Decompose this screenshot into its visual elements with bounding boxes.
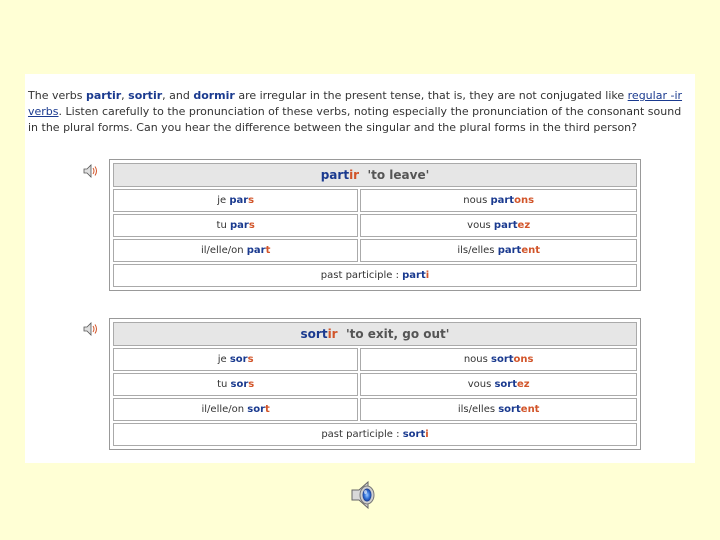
ending: s xyxy=(248,379,255,390)
conj-cell xyxy=(113,373,358,396)
ending: t xyxy=(265,245,271,256)
intro-text: The verbs xyxy=(28,89,86,102)
conj-cell xyxy=(360,239,637,262)
conj-cell xyxy=(360,398,637,421)
stem: part xyxy=(493,220,518,231)
big-speaker-icon[interactable] xyxy=(349,479,381,511)
past-participle-cell xyxy=(113,264,637,287)
pronoun: ils/elles xyxy=(457,245,498,256)
stem: sor xyxy=(230,379,249,390)
header-gloss: 'to leave' xyxy=(367,168,430,182)
verb-sortir: sortir xyxy=(128,89,163,102)
ending: s xyxy=(247,354,254,365)
pronoun: je xyxy=(217,354,230,365)
past-participle-cell xyxy=(113,423,637,446)
verb-partir: partir xyxy=(85,89,122,102)
pronoun: ils/elles xyxy=(457,404,499,415)
conj-cell xyxy=(360,214,637,237)
conj-cell xyxy=(113,189,358,212)
speaker-icon[interactable] xyxy=(83,322,99,336)
stem: sort xyxy=(402,429,426,440)
ending: i xyxy=(425,429,429,440)
ending: ent xyxy=(521,245,541,256)
intro-text: . Listen carefully to the pronunciation of these verbs, noting especially the pronunciation of the consonant sound in the plural forms. Can you hear the difference between the singular and the plural forms in the third person? xyxy=(28,105,682,134)
conj-cell xyxy=(113,348,358,371)
stem: sort xyxy=(498,404,521,415)
partir-table-header xyxy=(113,163,637,187)
intro-text: , and xyxy=(162,89,194,102)
conj-cell xyxy=(360,348,637,371)
header-stem: part xyxy=(320,168,350,182)
stem: sort xyxy=(491,354,514,365)
ending: ent xyxy=(520,404,540,415)
partir-conjugation-table xyxy=(109,159,641,291)
ending: ez xyxy=(517,220,531,231)
pronoun: nous xyxy=(463,195,491,206)
ending: i xyxy=(425,270,430,281)
pp-label: past participle : xyxy=(320,270,403,281)
header-gloss: 'to exit, go out' xyxy=(345,327,450,341)
conj-cell xyxy=(360,189,637,212)
header-ending: ir xyxy=(327,327,338,341)
sortir-table-header xyxy=(113,322,637,346)
sortir-conjugation-table xyxy=(109,318,641,450)
conj-cell xyxy=(113,398,358,421)
ending: ez xyxy=(517,379,530,390)
stem: sort xyxy=(494,379,518,390)
speaker-icon[interactable] xyxy=(83,164,99,178)
stem: part xyxy=(402,270,426,281)
stem: par xyxy=(246,245,266,256)
intro-text: , xyxy=(121,89,129,102)
conj-cell xyxy=(113,214,358,237)
ending: s xyxy=(248,220,255,231)
pronoun: tu xyxy=(216,220,230,231)
regular-ir-verbs-link[interactable]: regular -ir verbs xyxy=(28,89,683,118)
header-ending: ir xyxy=(349,168,360,182)
stem: part xyxy=(490,195,515,206)
intro-paragraph xyxy=(28,88,688,136)
pronoun: vous xyxy=(467,220,494,231)
pronoun: vous xyxy=(467,379,495,390)
pronoun: nous xyxy=(463,354,491,365)
ending: s xyxy=(248,195,255,206)
stem: sor xyxy=(247,404,266,415)
conj-cell xyxy=(113,239,358,262)
stem: sor xyxy=(229,354,248,365)
pp-label: past participle : xyxy=(321,429,403,440)
stem: part xyxy=(497,245,522,256)
ending: ons xyxy=(514,195,535,206)
stem: par xyxy=(229,195,249,206)
pronoun: il/elle/on xyxy=(201,404,248,415)
ending: ons xyxy=(513,354,534,365)
verb-dormir: dormir xyxy=(193,89,235,102)
header-stem: sort xyxy=(300,327,328,341)
stem: par xyxy=(229,220,249,231)
content-panel xyxy=(25,74,695,463)
intro-text: are irregular in the present tense, that is, they are not conjugated like xyxy=(234,89,628,102)
conj-cell xyxy=(360,373,637,396)
pronoun: je xyxy=(217,195,230,206)
pronoun: tu xyxy=(217,379,231,390)
ending: t xyxy=(265,404,270,415)
pronoun: il/elle/on xyxy=(200,245,247,256)
